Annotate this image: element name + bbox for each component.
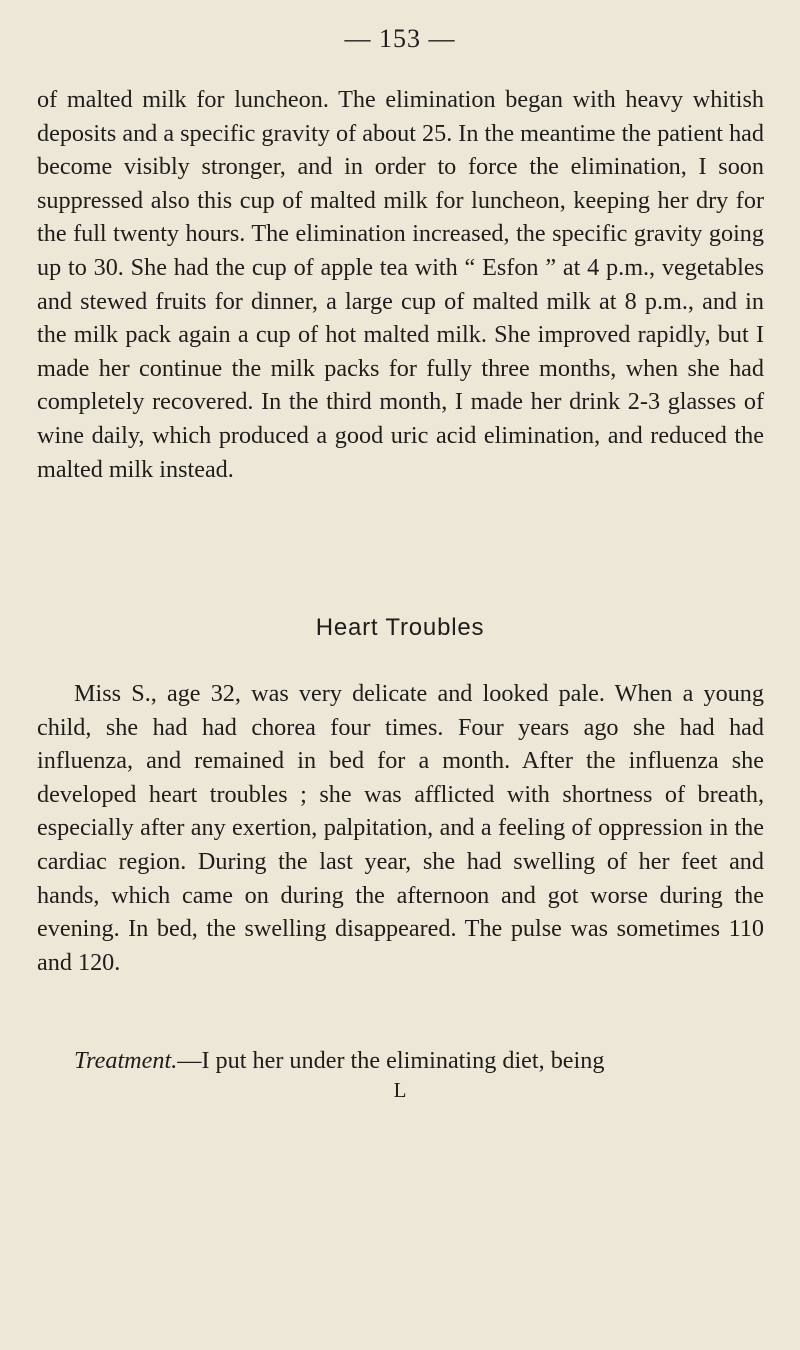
paragraph-case-description: Miss S., age 32, was very delicate and looked pale. When a young child, she had had chorea four times. Four years ago she had had influenza, and remained in bed for a month. After the influenza she developed heart troubles ; she was afflicted with shortness of breath, especially after any exertion, palpitation, and a feeling of oppression in the cardiac region. During the last year, she had swelling of her feet and hands, which came on during the afternoon and got worse during the evening. In bed, the swelling disappeared. The pulse was sometimes 110 and 120.: [37, 680, 764, 976]
section-heading: Heart Troubles: [315, 614, 485, 641]
running-head-page-number: — 153 —: [344, 24, 456, 53]
treatment-label: Treatment.: [74, 1047, 178, 1074]
treatment-text: —I put her under the eliminating diet, being: [177, 1047, 605, 1074]
paragraph-malted-milk: of malted milk for luncheon. The elimination began with heavy whitish deposits and a specific gravity of about 25. In the meantime the patient had become visibly stronger, and in order to force the elimination, I soon suppressed also this cup of malted milk for luncheon, keeping her dry for the full twenty hours. The elimination increased, the specific gravity going up to 30. She had the cup of apple tea with “ Esfon ” at 4 p.m., vegetables and stewed fruits for dinner, a large cup of malted milk at 8 p.m., and in the milk pack again a cup of hot malted milk. She improved rapidly, but I made her continue the milk packs for fully three months, when she had completely recovered. In the third month, I made her drink 2-3 glasses of wine daily, which produced a good uric acid elimination, and reduced the malted milk instead.: [37, 86, 764, 483]
paragraph-treatment: [37, 1044, 764, 1078]
signature-mark: L: [393, 1078, 407, 1102]
